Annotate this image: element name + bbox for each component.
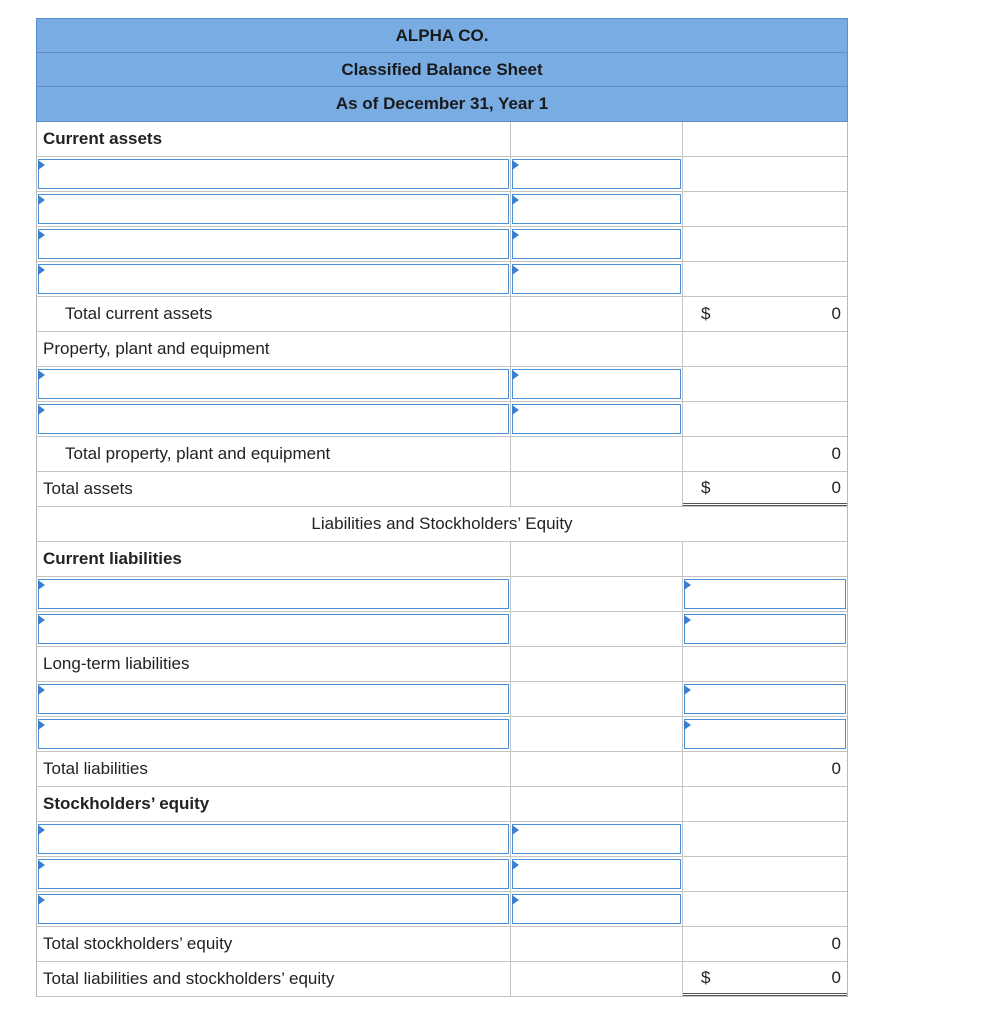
current-asset-account-1[interactable] xyxy=(38,159,509,189)
equity-account-2[interactable] xyxy=(38,859,509,889)
company-name: ALPHA CO. xyxy=(36,18,848,52)
table-row xyxy=(37,717,847,752)
current-liability-amount-2[interactable] xyxy=(684,614,846,644)
table-row xyxy=(37,367,847,402)
current-asset-amount-4[interactable] xyxy=(512,264,681,294)
long-term-liabilities-heading: Long-term liabilities xyxy=(43,654,190,673)
table-row xyxy=(37,332,847,367)
table-row xyxy=(37,507,847,542)
table-row xyxy=(37,927,847,962)
total-equity-label: Total stockholders’ equity xyxy=(43,934,233,953)
equity-account-1[interactable] xyxy=(38,824,509,854)
table-row xyxy=(37,262,847,297)
current-assets-heading: Current assets xyxy=(43,129,163,148)
ppe-account-2[interactable] xyxy=(38,404,509,434)
statement-date: As of December 31, Year 1 xyxy=(36,86,848,122)
equity-account-3[interactable] xyxy=(38,894,509,924)
equity-amount-3[interactable] xyxy=(512,894,681,924)
total-equity-value: 0 xyxy=(831,934,841,953)
liabilities-equity-heading: Liabilities and Stockholders’ Equity xyxy=(311,514,573,533)
equity-amount-1[interactable] xyxy=(512,824,681,854)
table-row xyxy=(37,892,847,927)
long-term-liability-amount-2[interactable] xyxy=(684,719,846,749)
table-row xyxy=(37,472,847,507)
table-row xyxy=(37,577,847,612)
long-term-liability-account-1[interactable] xyxy=(38,684,509,714)
current-asset-account-2[interactable] xyxy=(38,194,509,224)
total-current-assets-label: Total current assets xyxy=(65,304,213,323)
stockholders-equity-heading: Stockholders’ equity xyxy=(43,794,210,813)
table-row xyxy=(37,787,847,822)
long-term-liability-amount-1[interactable] xyxy=(684,684,846,714)
current-asset-amount-2[interactable] xyxy=(512,194,681,224)
table-row xyxy=(37,437,847,472)
ppe-amount-2[interactable] xyxy=(512,404,681,434)
ppe-amount-1[interactable] xyxy=(512,369,681,399)
statement-title: Classified Balance Sheet xyxy=(36,52,848,86)
table-row xyxy=(37,647,847,682)
table-row xyxy=(37,297,847,332)
table-row xyxy=(37,402,847,437)
table-row xyxy=(37,612,847,647)
current-asset-amount-3[interactable] xyxy=(512,229,681,259)
table-row xyxy=(37,857,847,892)
current-liability-account-2[interactable] xyxy=(38,614,509,644)
table-row xyxy=(37,157,847,192)
currency-symbol: $ xyxy=(701,304,711,323)
total-assets-label: Total assets xyxy=(43,479,133,498)
table-row xyxy=(37,752,847,787)
current-asset-amount-1[interactable] xyxy=(512,159,681,189)
total-liab-equity-value: 0 xyxy=(831,967,841,987)
total-current-assets-value: 0 xyxy=(831,304,841,323)
table-row xyxy=(37,542,847,577)
ppe-heading: Property, plant and equipment xyxy=(43,339,270,358)
total-ppe-value: 0 xyxy=(831,444,841,463)
table-row xyxy=(37,822,847,857)
currency-symbol: $ xyxy=(701,477,711,497)
current-liability-amount-1[interactable] xyxy=(684,579,846,609)
table-row xyxy=(37,682,847,717)
total-assets-value: 0 xyxy=(831,477,841,497)
currency-symbol: $ xyxy=(701,967,711,987)
table-row xyxy=(37,962,847,997)
table-row xyxy=(37,192,847,227)
current-asset-account-3[interactable] xyxy=(38,229,509,259)
total-liabilities-label: Total liabilities xyxy=(43,759,148,778)
long-term-liability-account-2[interactable] xyxy=(38,719,509,749)
current-liability-account-1[interactable] xyxy=(38,579,509,609)
current-asset-account-4[interactable] xyxy=(38,264,509,294)
balance-sheet-table xyxy=(36,18,848,997)
table-row xyxy=(37,227,847,262)
total-ppe-label: Total property, plant and equipment xyxy=(65,444,331,463)
total-liabilities-value: 0 xyxy=(831,759,841,778)
equity-amount-2[interactable] xyxy=(512,859,681,889)
ppe-account-1[interactable] xyxy=(38,369,509,399)
table-row xyxy=(37,122,847,157)
total-liab-equity-label: Total liabilities and stockholders’ equity xyxy=(43,969,335,988)
current-liabilities-heading: Current liabilities xyxy=(43,549,182,568)
